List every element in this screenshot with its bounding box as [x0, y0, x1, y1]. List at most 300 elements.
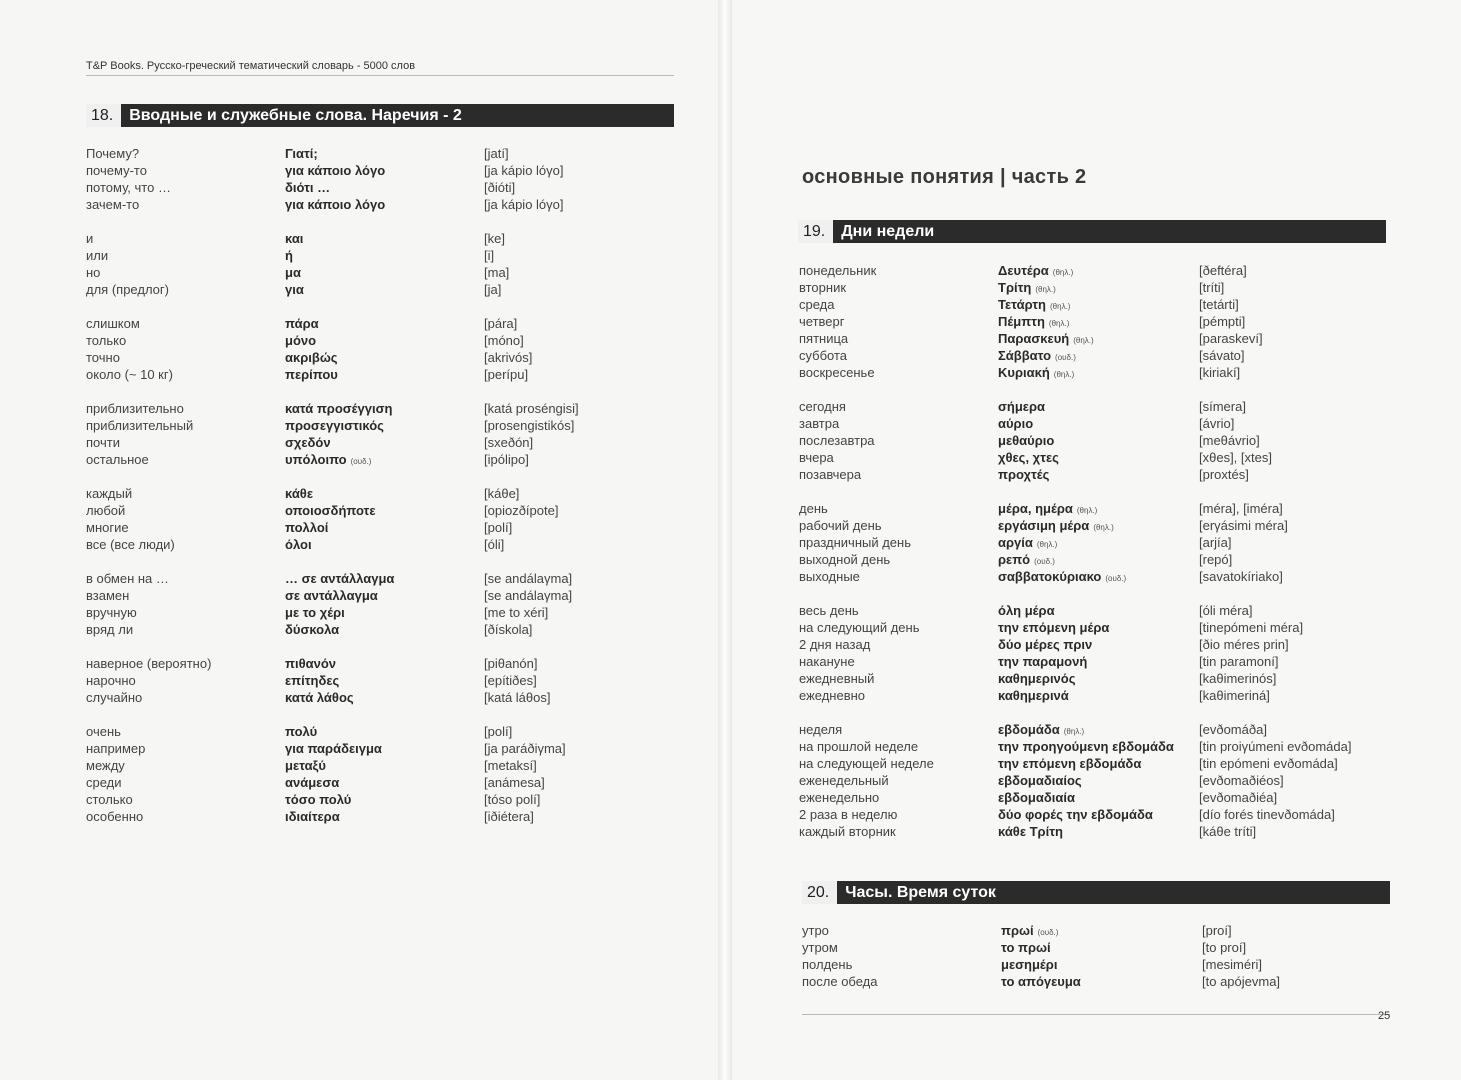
entry-row — [86, 230, 579, 247]
russian-word: на прошлой неделе — [799, 739, 919, 754]
greek-word-cell — [285, 740, 484, 757]
transcription: [mesiméri] — [1202, 957, 1262, 972]
entry-row — [799, 517, 1351, 534]
entry-group — [86, 570, 579, 638]
entry-row — [86, 791, 579, 808]
entry-row — [799, 772, 1351, 789]
transcription: [ðeftéra] — [1199, 263, 1247, 278]
transcription: [metaksí] — [484, 758, 537, 773]
transcription: [tin epómeni evðomáda] — [1199, 756, 1338, 771]
chapter-title: основные понятия | часть 2 — [802, 166, 1087, 188]
greek-word-cell — [998, 296, 1199, 313]
greek-word-cell — [998, 551, 1199, 568]
greek-word: την επόμενη μέρα — [998, 620, 1110, 635]
greek-word-cell — [998, 619, 1199, 636]
transcription: [káθe tríti] — [1199, 824, 1257, 839]
greek-word: σήμερα — [998, 399, 1045, 414]
transcription: [sávato] — [1199, 348, 1245, 363]
greek-word: εργάσιμη μέρα — [998, 518, 1090, 533]
russian-word: только — [86, 333, 127, 348]
greek-word-cell — [998, 347, 1199, 364]
greek-word: οποιοσδήποτε — [285, 503, 376, 518]
russian-word: вряд ли — [86, 622, 134, 637]
transcription: [ja] — [484, 282, 502, 297]
transcription: [xθes], [xtes] — [1199, 450, 1272, 465]
transcription: [repó] — [1199, 552, 1233, 567]
greek-word-cell — [285, 536, 484, 553]
greek-word: πάρα — [285, 316, 319, 331]
russian-word: на следующей неделе — [799, 756, 934, 771]
entry-group — [86, 145, 579, 213]
transcription: [méra], [iméra] — [1199, 501, 1283, 516]
greek-word: μέρα, ημέρα — [998, 501, 1073, 516]
greek-word: την προηγούμενη εβδομάδα — [998, 739, 1174, 754]
entry-row — [86, 672, 579, 689]
transcription: [móno] — [484, 333, 524, 348]
greek-word-cell — [285, 349, 484, 366]
transcription: [to apójevma] — [1202, 974, 1281, 989]
russian-word: особенно — [86, 809, 144, 824]
transcription: [ma] — [484, 265, 510, 280]
transcription: [proí] — [1202, 923, 1232, 938]
entry-row — [86, 587, 579, 604]
greek-word: δύσκολα — [285, 622, 340, 637]
entry-row — [86, 604, 579, 621]
greek-word: εβδομαδιαία — [998, 790, 1075, 805]
greek-word: κάθε — [285, 486, 314, 501]
russian-word: вручную — [86, 605, 137, 620]
greek-word-cell — [998, 415, 1199, 432]
entry-row — [86, 451, 579, 468]
greek-word: ρεπό — [998, 552, 1031, 567]
russian-word: понедельник — [799, 263, 877, 278]
transcription: [katá proséngisi] — [484, 401, 579, 416]
gender-tag: (θηλ.) — [1093, 523, 1114, 532]
greek-word-cell — [998, 398, 1199, 415]
greek-word-cell — [285, 774, 484, 791]
greek-word: μεσημέρι — [1001, 957, 1058, 972]
transcription: [tríti] — [1199, 280, 1225, 295]
transcription: [to proí] — [1202, 940, 1247, 955]
greek-word-cell — [998, 364, 1199, 381]
greek-word-cell — [998, 721, 1199, 738]
greek-word-cell — [998, 772, 1199, 789]
russian-word: утро — [802, 923, 829, 938]
transcription: [óli méra] — [1199, 603, 1253, 618]
russian-word: день — [799, 501, 828, 516]
transcription: [polí] — [484, 724, 513, 739]
entry-group — [86, 230, 579, 298]
gender-tag: (θηλ.) — [1036, 540, 1058, 549]
transcription: [tóso polí] — [484, 792, 541, 807]
greek-word-cell — [1001, 922, 1202, 939]
transcription: [polí] — [484, 520, 513, 535]
entry-row — [86, 196, 579, 213]
greek-word: ή — [285, 248, 293, 263]
entry-row — [86, 315, 579, 332]
transcription: [katá láθos] — [484, 690, 551, 705]
entry-row — [86, 485, 579, 502]
russian-word: точно — [86, 350, 120, 365]
russian-word: например — [86, 741, 146, 756]
entry-group — [802, 922, 1280, 990]
greek-word-cell — [285, 264, 484, 281]
greek-word: μα — [285, 265, 301, 280]
greek-word-cell — [998, 670, 1199, 687]
russian-word: вчера — [799, 450, 834, 465]
page-number: 25 — [1378, 1010, 1391, 1022]
greek-word-cell — [285, 366, 484, 383]
section-20-header — [802, 881, 1390, 904]
greek-word: για κάποιο λόγο — [285, 163, 386, 178]
entry-row — [86, 536, 579, 553]
greek-word-cell — [285, 485, 484, 502]
gender-tag: (θηλ.) — [1076, 506, 1098, 515]
entry-row — [799, 789, 1351, 806]
greek-word-cell — [285, 434, 484, 451]
greek-word-cell — [998, 500, 1199, 517]
transcription: [ðískola] — [484, 622, 533, 637]
entry-row — [799, 738, 1351, 755]
russian-word: утром — [802, 940, 838, 955]
greek-word: αύριο — [998, 416, 1034, 431]
entry-row — [802, 922, 1280, 939]
greek-word: την επόμενη εβδομάδα — [998, 756, 1142, 771]
russian-word: неделя — [799, 722, 843, 737]
russian-word: приблизительный — [86, 418, 194, 433]
greek-word-cell — [285, 451, 484, 468]
entry-row — [799, 279, 1351, 296]
gender-tag: (ουδ.) — [1034, 557, 1055, 566]
greek-word: Κυριακή — [998, 365, 1050, 380]
entry-row — [86, 145, 579, 162]
greek-word: αργία — [998, 535, 1033, 550]
transcription: [paraskeví] — [1199, 331, 1263, 346]
greek-word-cell — [998, 755, 1199, 772]
entry-row — [86, 162, 579, 179]
greek-word: σχεδόν — [285, 435, 331, 450]
transcription: [sxeðón] — [484, 435, 534, 450]
greek-word-cell — [998, 806, 1199, 823]
greek-word: επίτηδες — [285, 673, 340, 688]
transcription: [tetárti] — [1199, 297, 1239, 312]
russian-word: 2 раза в неделю — [799, 807, 898, 822]
entry-row — [86, 621, 579, 638]
greek-word: το απόγευμα — [1001, 974, 1081, 989]
russian-word: остальное — [86, 452, 149, 467]
transcription: [ja kápio lóγo] — [484, 163, 564, 178]
greek-word-cell — [998, 636, 1199, 653]
entry-group — [86, 315, 579, 383]
entry-row — [799, 755, 1351, 772]
greek-word: με το χέρι — [285, 605, 345, 620]
transcription: [anámesa] — [484, 775, 545, 790]
entry-group — [799, 721, 1351, 840]
russian-word: еженедельно — [799, 790, 880, 805]
greek-word: υπόλοιπο — [285, 452, 347, 467]
entry-row — [86, 366, 579, 383]
entry-row — [799, 619, 1351, 636]
russian-word: еженедельный — [799, 773, 889, 788]
transcription: [dío forés tinevðomáda] — [1199, 807, 1335, 822]
transcription: [tinepómeni méra] — [1199, 620, 1304, 635]
greek-word-cell — [285, 179, 484, 196]
entry-row — [799, 636, 1351, 653]
entry-row — [799, 449, 1351, 466]
entry-row — [799, 670, 1351, 687]
greek-word-cell — [998, 568, 1199, 585]
entry-row — [86, 417, 579, 434]
greek-word: δύο μέρες πριν — [998, 637, 1093, 652]
greek-word: σε αντάλλαγμα — [285, 588, 378, 603]
transcription: [evðomaðiéos] — [1199, 773, 1284, 788]
entry-row — [799, 313, 1351, 330]
russian-word: или — [86, 248, 109, 263]
greek-word: Δευτέρα — [998, 263, 1049, 278]
greek-word-cell — [1001, 973, 1202, 990]
greek-word-cell — [285, 315, 484, 332]
entry-row — [802, 973, 1280, 990]
entry-row — [799, 432, 1351, 449]
entry-row — [86, 264, 579, 281]
greek-word-cell — [285, 621, 484, 638]
russian-word: Почему? — [86, 146, 140, 161]
russian-word: ежедневно — [799, 688, 866, 703]
russian-word: после обеда — [802, 974, 878, 989]
entry-row — [799, 262, 1351, 279]
entry-group — [86, 723, 579, 825]
greek-word-cell — [285, 281, 484, 298]
gender-tag: (θηλ.) — [1073, 336, 1094, 345]
greek-word: Τετάρτη — [998, 297, 1047, 312]
russian-word: почему-то — [86, 163, 147, 178]
greek-word: χθες, χτες — [998, 450, 1059, 465]
transcription: [kaθimerinós] — [1199, 671, 1277, 686]
transcription: [se andálaγma] — [484, 588, 573, 603]
greek-word: Παρασκευή — [998, 331, 1070, 346]
greek-word-cell — [285, 417, 484, 434]
russian-word: все (все люди) — [86, 537, 175, 552]
greek-word: όλοι — [285, 537, 312, 552]
russian-word: воскресенье — [799, 365, 875, 380]
transcription: [jatí] — [484, 146, 509, 161]
greek-word: την παραμονή — [998, 654, 1088, 669]
transcription: [iðiétera] — [484, 809, 534, 824]
greek-word-cell — [285, 332, 484, 349]
greek-word-cell — [285, 570, 484, 587]
russian-word: приблизительно — [86, 401, 184, 416]
entry-row — [86, 723, 579, 740]
greek-word-cell — [998, 262, 1199, 279]
russian-word: среда — [799, 297, 835, 312]
greek-word: καθημερινά — [998, 688, 1069, 703]
greek-word-cell — [285, 230, 484, 247]
entry-group — [86, 485, 579, 553]
entry-row — [86, 349, 579, 366]
entry-group — [799, 398, 1351, 483]
russian-word: между — [86, 758, 125, 773]
entry-row — [86, 247, 579, 264]
section-18-entries — [86, 145, 579, 842]
greek-word-cell — [998, 313, 1199, 330]
entry-row — [802, 939, 1280, 956]
section-18-header — [86, 104, 674, 127]
russian-word: ежедневный — [799, 671, 875, 686]
gender-tag: (θηλ.) — [1035, 285, 1056, 294]
russian-word: слишком — [86, 316, 140, 331]
russian-word: взамен — [86, 588, 130, 603]
gender-tag: (ουδ.) — [350, 457, 372, 466]
russian-word: каждый — [86, 486, 133, 501]
greek-word-cell — [285, 162, 484, 179]
greek-word: μεθαύριο — [998, 433, 1055, 448]
entry-row — [799, 551, 1351, 568]
transcription: [ðióti] — [484, 180, 516, 195]
greek-word: πολλοί — [285, 520, 329, 535]
greek-word-cell — [285, 689, 484, 706]
russian-word: позавчера — [799, 467, 862, 482]
gender-tag: (θηλ.) — [1063, 727, 1085, 736]
gender-tag: (ουδ.) — [1037, 928, 1059, 937]
entry-row — [86, 400, 579, 417]
russian-word: послезавтра — [799, 433, 875, 448]
greek-word: Πέμπτη — [998, 314, 1045, 329]
greek-word: ακριβώς — [285, 350, 338, 365]
greek-word: μόνο — [285, 333, 317, 348]
gender-tag: (θηλ.) — [1050, 302, 1071, 311]
entry-row — [86, 740, 579, 757]
greek-word: προσεγγιστικός — [285, 418, 384, 433]
entry-row — [86, 757, 579, 774]
greek-word: για — [285, 282, 304, 297]
russian-word: столько — [86, 792, 133, 807]
transcription: [erγásimi méra] — [1199, 518, 1288, 533]
greek-word-cell — [285, 672, 484, 689]
greek-word: προχτές — [998, 467, 1050, 482]
entry-row — [802, 956, 1280, 973]
russian-word: четверг — [799, 314, 845, 329]
greek-word-cell — [285, 757, 484, 774]
transcription: [arjía] — [1199, 535, 1232, 550]
greek-word-cell — [285, 808, 484, 825]
transcription: [perípu] — [484, 367, 529, 382]
transcription: [savatokíriako] — [1199, 569, 1283, 584]
entry-row — [799, 568, 1351, 585]
section-20-number: 20. — [802, 881, 837, 904]
russian-word: случайно — [86, 690, 143, 705]
greek-word-cell — [998, 738, 1199, 755]
greek-word-cell — [998, 823, 1199, 840]
entry-row — [799, 602, 1351, 619]
russian-word: каждый вторник — [799, 824, 896, 839]
greek-word-cell — [285, 655, 484, 672]
entry-row — [799, 415, 1351, 432]
entry-row — [799, 823, 1351, 840]
transcription: [ke] — [484, 231, 505, 246]
section-20-title: Часы. Время суток — [845, 883, 996, 901]
transcription: [pémpti] — [1199, 314, 1246, 329]
transcription: [ja kápio lóγo] — [484, 197, 564, 212]
greek-word-cell — [1001, 956, 1202, 973]
greek-word: για παράδειγμα — [285, 741, 382, 756]
greek-word: για κάποιο λόγο — [285, 197, 386, 212]
transcription: [akrivós] — [484, 350, 533, 365]
greek-word: κατά προσέγγιση — [285, 401, 393, 416]
greek-word-cell — [285, 604, 484, 621]
book-gutter — [718, 0, 732, 1080]
entry-group — [799, 602, 1351, 704]
transcription: [tin paramoní] — [1199, 654, 1279, 669]
transcription: [piθanón] — [484, 656, 538, 671]
russian-word: зачем-то — [86, 197, 140, 212]
russian-word: любой — [86, 503, 126, 518]
greek-word-cell — [285, 247, 484, 264]
russian-word: праздничный день — [799, 535, 911, 550]
russian-word: в обмен на … — [86, 571, 169, 586]
entry-row — [799, 806, 1351, 823]
russian-word: и — [86, 231, 94, 246]
entry-row — [799, 687, 1351, 704]
transcription: [meθávrio] — [1199, 433, 1260, 448]
russian-word: наверное (вероятно) — [86, 656, 212, 671]
section-18-title: Вводные и служебные слова. Наречия - 2 — [129, 106, 462, 124]
entry-row — [799, 364, 1351, 381]
footer-rule — [802, 1014, 1390, 1015]
greek-word-cell — [998, 687, 1199, 704]
russian-word: полдень — [802, 957, 853, 972]
entry-row — [86, 332, 579, 349]
greek-word: πολύ — [285, 724, 318, 739]
gender-tag: (ουδ.) — [1105, 574, 1127, 583]
entry-row — [86, 689, 579, 706]
transcription: [evðomáða] — [1199, 722, 1267, 737]
transcription: [kaθimeriná] — [1199, 688, 1270, 703]
greek-word-cell — [998, 432, 1199, 449]
greek-word: Σάββατο — [998, 348, 1052, 363]
transcription: [ja paráðiγma] — [484, 741, 566, 756]
russian-word: сегодня — [799, 399, 846, 414]
russian-word: но — [86, 265, 101, 280]
gender-tag: (θηλ.) — [1053, 370, 1075, 379]
greek-word-cell — [285, 145, 484, 162]
gender-tag: (θηλ.) — [1048, 319, 1070, 328]
russian-word: весь день — [799, 603, 859, 618]
greek-word: όλη μέρα — [998, 603, 1055, 618]
transcription: [pára] — [484, 316, 518, 331]
greek-word-cell — [1001, 939, 1202, 956]
entry-group — [799, 500, 1351, 585]
transcription: [opiozðípote] — [484, 503, 559, 518]
transcription: [ipólipo] — [484, 452, 529, 467]
russian-word: 2 дня назад — [799, 637, 871, 652]
running-header: T&P Books. Русско-греческий тематический словарь - 5000 слов — [86, 60, 674, 76]
russian-word: пятница — [799, 331, 849, 346]
greek-word: το πρωί — [1001, 940, 1051, 955]
russian-word: рабочий день — [799, 518, 882, 533]
entry-row — [86, 808, 579, 825]
greek-word: εβδομαδιαίος — [998, 773, 1082, 788]
entry-group — [799, 262, 1351, 381]
greek-word: τόσο πολύ — [285, 792, 352, 807]
russian-word: нарочно — [86, 673, 136, 688]
greek-word: Γιατί; — [285, 146, 318, 161]
russian-word: вторник — [799, 280, 847, 295]
transcription: [proxtés] — [1199, 467, 1249, 482]
greek-word-cell — [285, 400, 484, 417]
russian-word: около (~ 10 кг) — [86, 367, 173, 382]
greek-word: περίπου — [285, 367, 338, 382]
gender-tag: (θηλ.) — [1052, 268, 1074, 277]
